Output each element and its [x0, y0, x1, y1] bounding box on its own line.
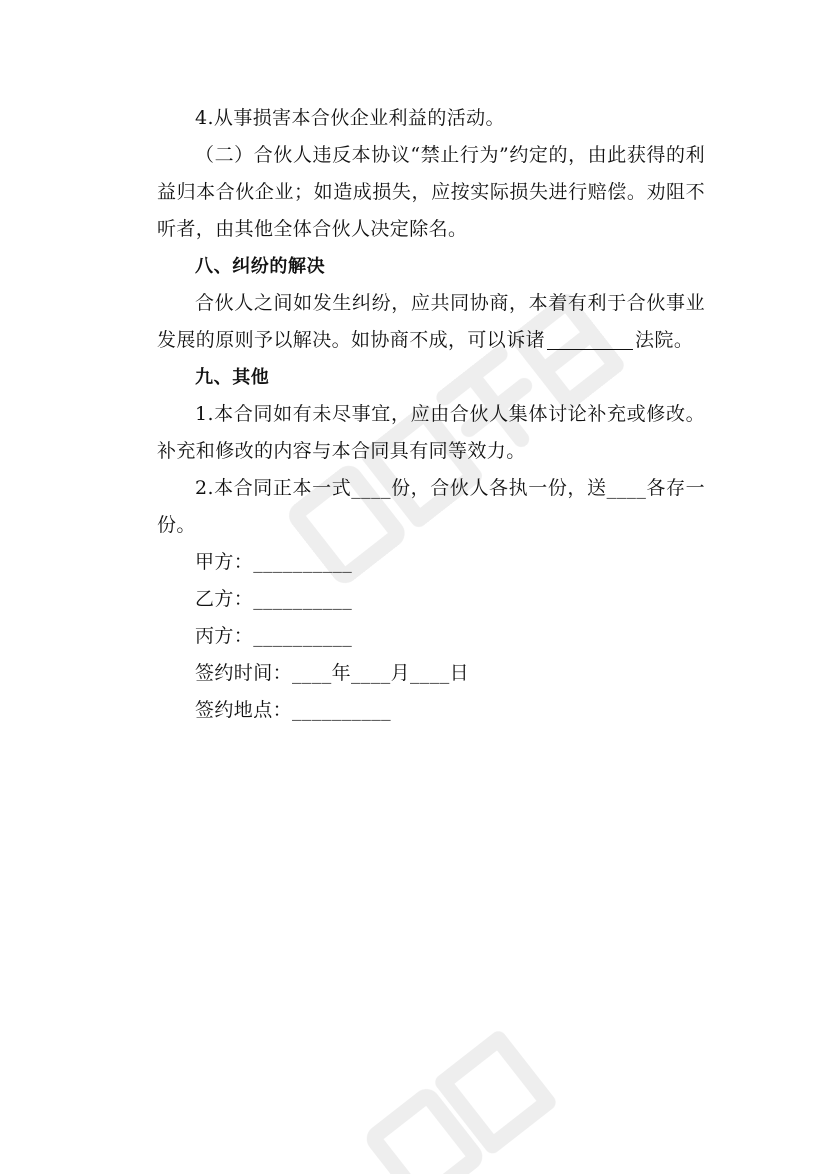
disputes-text-end: 法院。 — [635, 329, 694, 351]
court-blank-line — [547, 327, 633, 350]
signature-value: __________ — [292, 699, 392, 721]
signature-line-party-a — [157, 544, 705, 581]
section-heading-other: 九、其他 — [195, 367, 270, 388]
signature-value: __________ — [253, 625, 353, 647]
signature-label: 甲方： — [195, 551, 254, 573]
clause-item-2: 2.本合同正本一式____份，合伙人各执一份，送____各存一份。 — [157, 477, 705, 536]
signature-label: 丙方： — [195, 625, 254, 647]
signature-line-party-b — [157, 581, 705, 618]
clause-paragraph-disputes — [157, 285, 705, 359]
signature-block — [157, 544, 705, 729]
clause-item-4: 4.从事损害本合伙企业利益的活动。 — [195, 107, 505, 129]
signature-line-date — [157, 655, 705, 692]
signature-label: 签约地点： — [195, 699, 293, 721]
signature-line-place — [157, 692, 705, 729]
disputes-text: 合伙人之间如发生纠纷，应共同协商，本着有利于合伙事业发展的原则予以解决。如协商不成，可以诉诸 — [157, 292, 705, 351]
signature-line-party-c — [157, 618, 705, 655]
signature-label: 签约时间： — [195, 662, 293, 684]
signature-label: 乙方： — [195, 588, 254, 610]
document-body — [157, 100, 705, 729]
clause-item-1: 1.本合同如有未尽事宜，应由合伙人集体讨论补充或修改。补充和修改的内容与本合同具有同等效力。 — [157, 403, 705, 462]
signature-value: ____年____月____日 — [292, 662, 470, 684]
clause-paragraph-violation: （二）合伙人违反本协议“禁止行为”约定的，由此获得的利益归本合伙企业；如造成损失，应按实际损失进行赔偿。劝阻不听者，由其他全体合伙人决定除名。 — [157, 144, 705, 240]
section-heading-disputes: 八、纠纷的解决 — [195, 256, 326, 277]
signature-value: __________ — [253, 551, 353, 573]
signature-value: __________ — [253, 588, 353, 610]
